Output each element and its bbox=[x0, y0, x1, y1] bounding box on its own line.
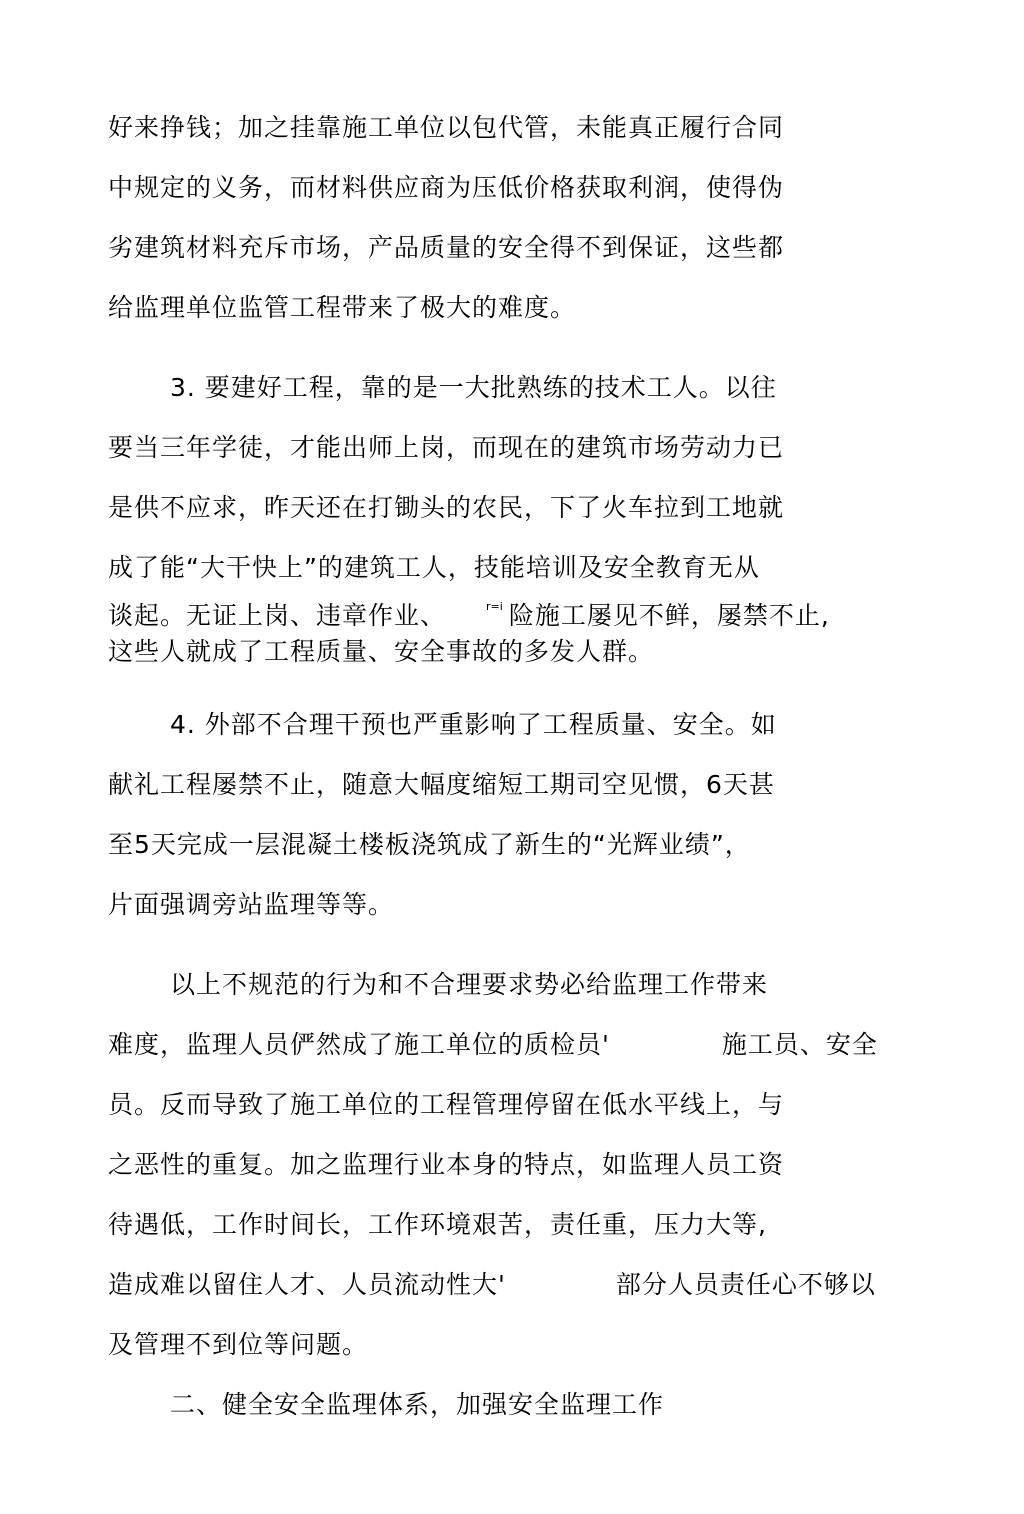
text-segment: 造成难以留住人才、人员流动性大' bbox=[108, 1270, 506, 1299]
text-line bbox=[108, 600, 830, 637]
text-line: 这些人就成了工程质量、安全事故的多发人群。 bbox=[108, 637, 655, 666]
text-line: 以上不规范的行为和不合理要求势必给监理工作带来 bbox=[170, 970, 769, 999]
garbled-mark: r=i bbox=[486, 600, 503, 613]
text-line: 成了能“大干快上”的建筑工人，技能培训及安全教育无从 bbox=[108, 553, 760, 582]
text-line bbox=[108, 1029, 878, 1061]
text-line: 及管理不到位等问题。 bbox=[108, 1330, 369, 1359]
text-line: 给监理单位监管工程带来了极大的难度。 bbox=[108, 293, 577, 322]
text-segment: 难度，监理人员俨然成了施工单位的质检员' bbox=[108, 1030, 610, 1059]
text-line: 要当三年学徒，才能出师上岗，而现在的建筑市场劳动力已 bbox=[108, 433, 785, 462]
text-line: 至5天完成一层混凝土楼板浇筑成了新生的“光辉业绩”， bbox=[108, 830, 751, 859]
text-line: 员。反而导致了施工单位的工程管理停留在低水平线上，与 bbox=[108, 1090, 785, 1119]
text-line: 3. 要建好工程，靠的是一大批熟练的技术工人。以往 bbox=[170, 373, 777, 402]
text-line: 是供不应求，昨天还在打锄头的农民，下了火车拉到工地就 bbox=[108, 493, 785, 522]
section-heading: 二、健全安全监理体系，加强安全监理工作 bbox=[170, 1390, 665, 1419]
text-segment: 施工员、安全 bbox=[721, 1030, 878, 1059]
text-segment: 险施工屡见不鲜，屡禁不止, bbox=[508, 601, 830, 630]
text-line: 4. 外部不合理干预也严重影响了工程质量、安全。如 bbox=[170, 710, 777, 739]
text-line: 之恶性的重复。加之监理行业本身的特点，如监理人员工资 bbox=[108, 1150, 785, 1179]
text-line: 好来挣钱；加之挂靠施工单位以包代管，未能真正履行合同 bbox=[108, 113, 785, 142]
text-line: 劣建筑材料充斥市场，产品质量的安全得不到保证，这些都 bbox=[108, 233, 785, 262]
text-line: 中规定的义务，而材料供应商为压低价格获取利润，使得伪 bbox=[108, 173, 785, 202]
text-segment: 谈起。无证上岗、违章作业、 bbox=[108, 601, 447, 630]
text-line: 片面强调旁站监理等等。 bbox=[108, 890, 395, 919]
text-line: 献礼工程屡禁不止，随意大幅度缩短工期司空见惯，6天甚 bbox=[108, 770, 775, 799]
text-segment: 部分人员责任心不够以 bbox=[615, 1270, 876, 1299]
text-line: 待遇低，工作时间长，工作环境艰苦，责任重，压力大等, bbox=[108, 1210, 767, 1239]
text-line bbox=[108, 1269, 876, 1301]
